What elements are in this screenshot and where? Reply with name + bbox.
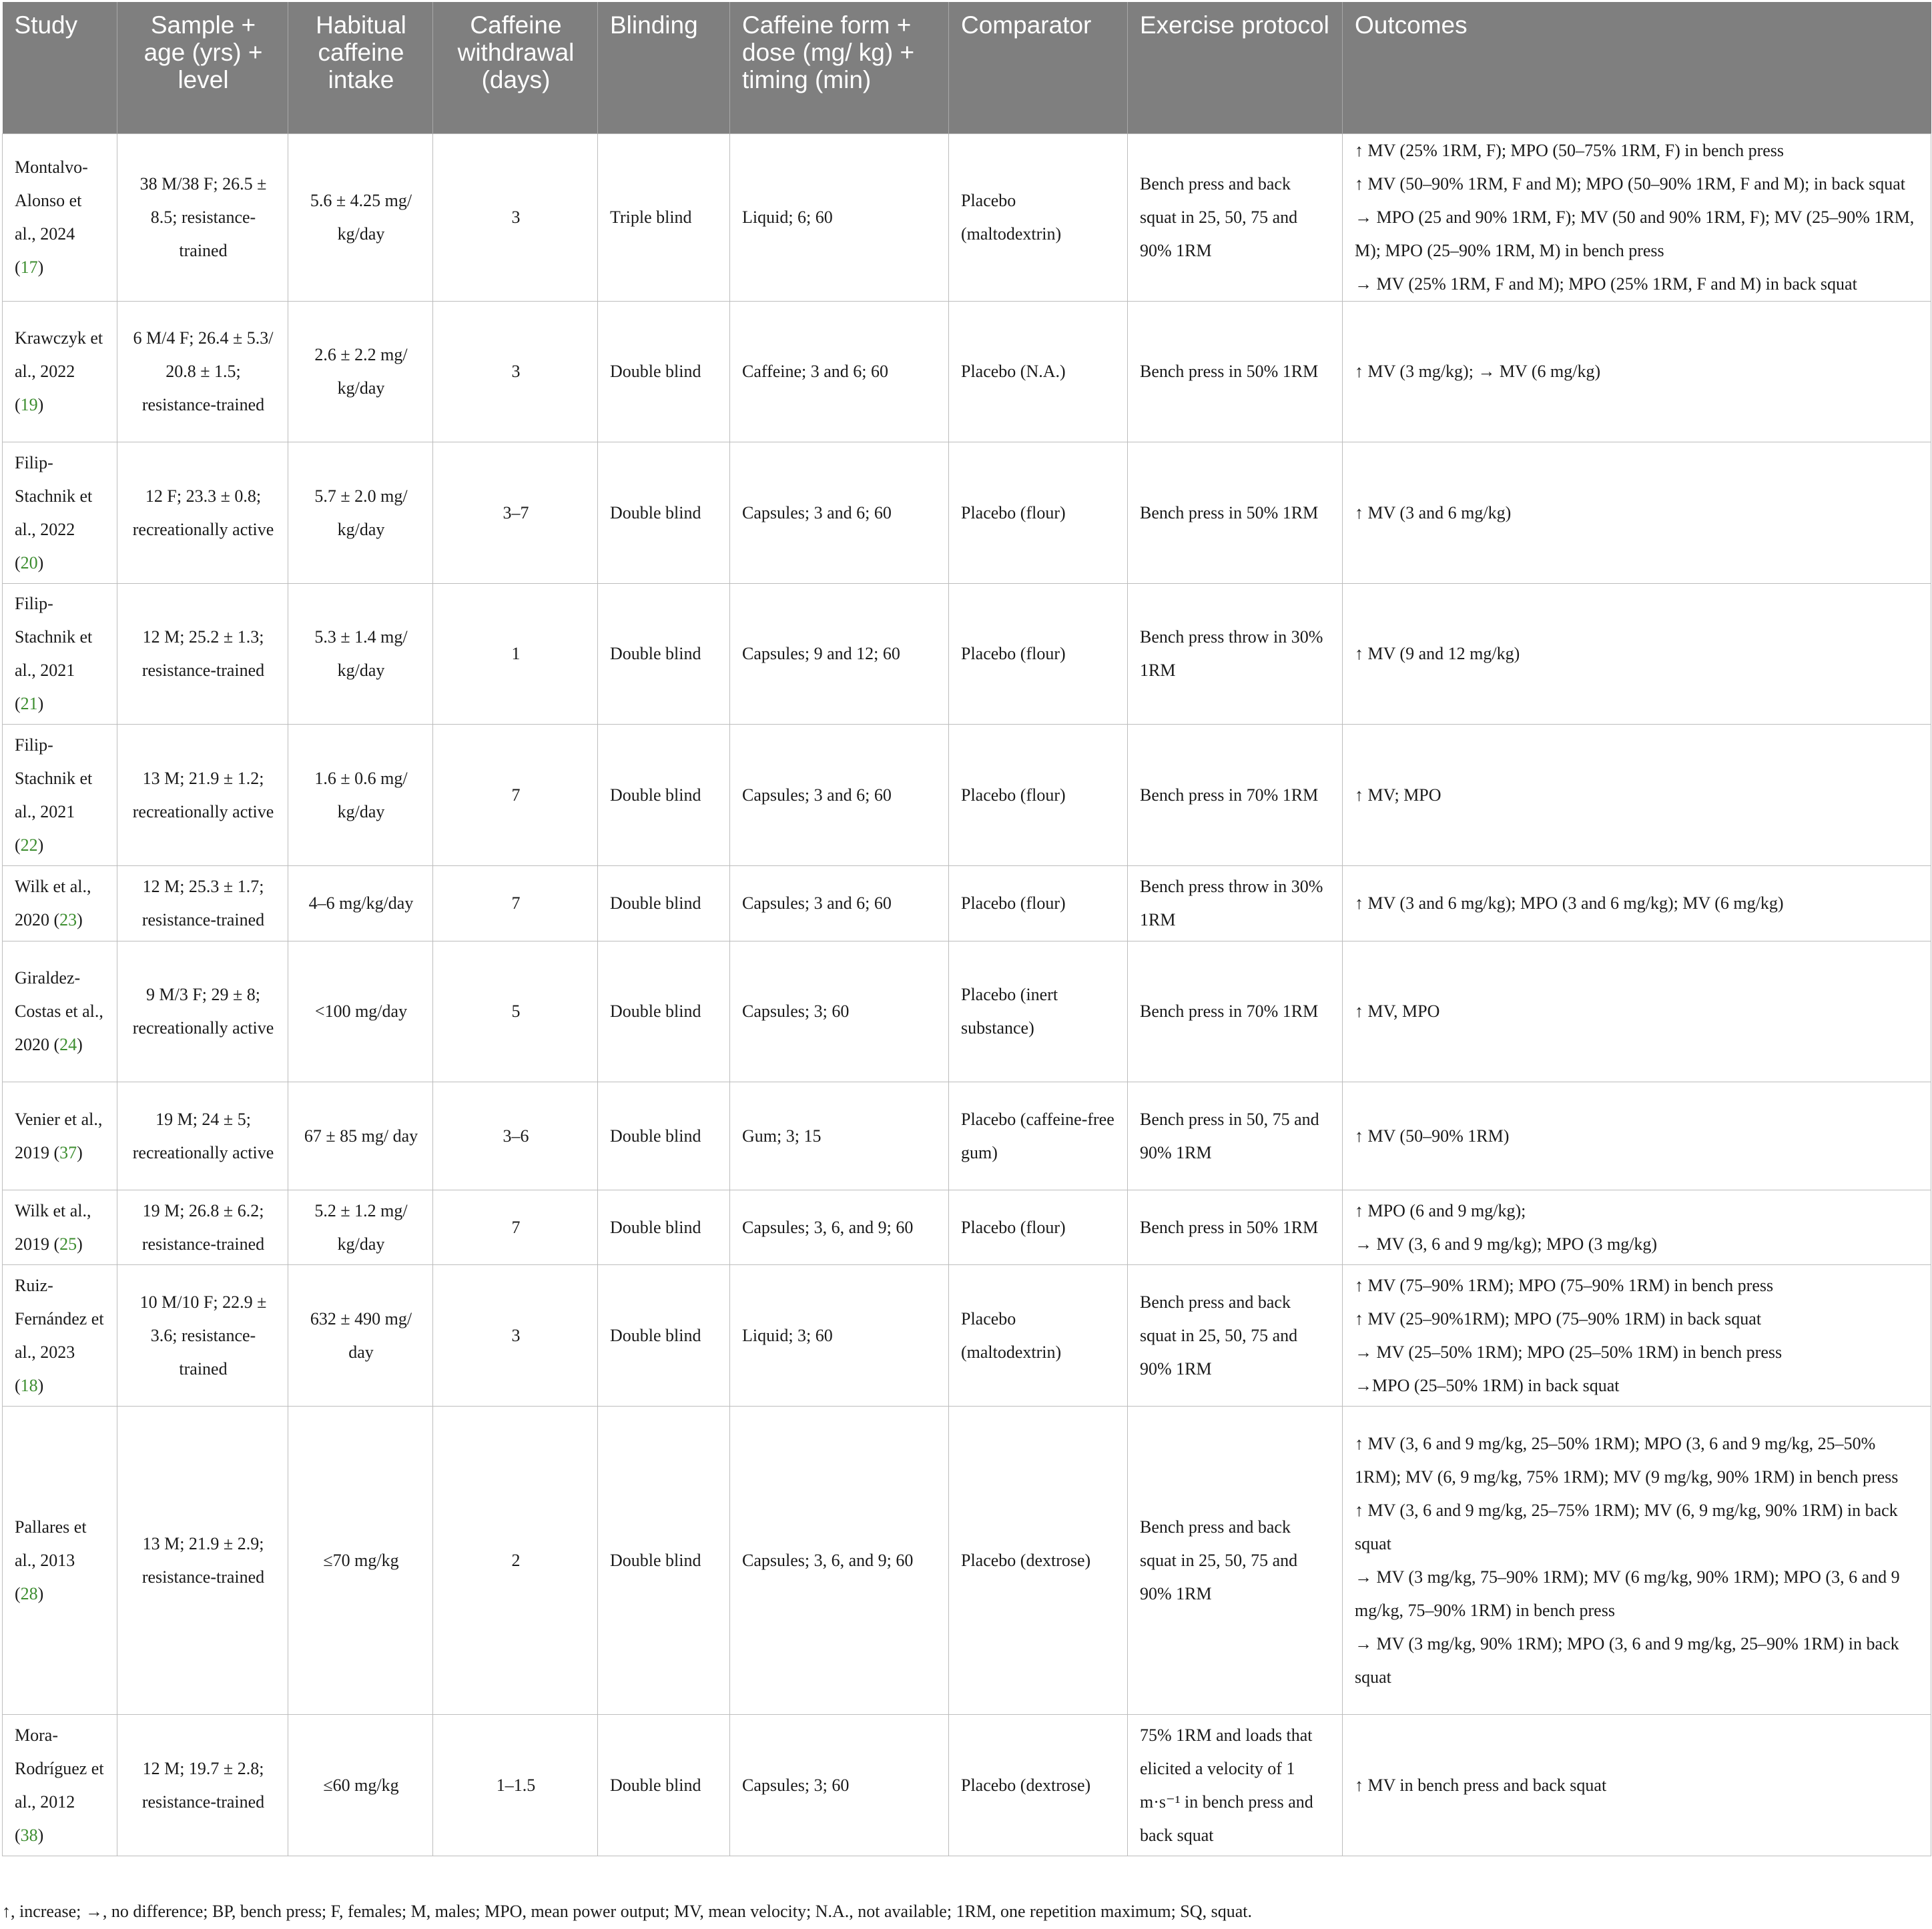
cell-blinding: Double blind (598, 941, 730, 1082)
cell-habitual: 632 ± 490 mg/ day (288, 1265, 433, 1407)
header-blinding: Blinding (598, 2, 730, 134)
cell-withdrawal: 7 (433, 725, 598, 866)
cell-outcomes (1343, 725, 1931, 866)
table-row (3, 134, 1931, 302)
cell-study: Ruiz-Fernández et al., 2023 (18) (3, 1265, 117, 1407)
cell-withdrawal: 3–7 (433, 442, 598, 584)
cell-sample: 19 M; 26.8 ± 6.2; resistance-trained (117, 1190, 288, 1265)
table-row (3, 1190, 1931, 1265)
cell-blinding: Double blind (598, 302, 730, 442)
cell-blinding: Double blind (598, 1407, 730, 1715)
reference-link[interactable]: 25 (59, 1234, 77, 1254)
table-row (3, 302, 1931, 442)
study-name: Giraldez-Costas et al., 2020 (15, 968, 103, 1054)
cell-exercise: Bench press in 50% 1RM (1128, 1190, 1343, 1265)
outcome-line: ↑ MV (3 and 6 mg/kg) (1355, 502, 1512, 522)
cell-study: Montalvo-Alonso et al., 2024 (17) (3, 134, 117, 302)
cell-comparator: Placebo (flour) (949, 725, 1128, 866)
table-row (3, 1265, 1931, 1407)
cell-comparator: Placebo (flour) (949, 584, 1128, 725)
cell-sample: 6 M/4 F; 26.4 ± 5.3/ 20.8 ± 1.5; resistance-trained (117, 302, 288, 442)
cell-habitual: ≤70 mg/kg (288, 1407, 433, 1715)
cell-withdrawal: 7 (433, 1190, 598, 1265)
outcome-line: → MV (25% 1RM, F and M); MPO (25% 1RM, F and M) in back squat (1355, 274, 1857, 294)
header-row (3, 2, 1931, 134)
outcome-line: → MV (3, 6 and 9 mg/kg); MPO (3 mg/kg) (1355, 1234, 1658, 1254)
cell-blinding: Double blind (598, 1190, 730, 1265)
cell-habitual: 5.6 ± 4.25 mg/ kg/day (288, 134, 433, 302)
cell-sample: 12 F; 23.3 ± 0.8; recreationally active (117, 442, 288, 584)
cell-comparator: Placebo (inert substance) (949, 941, 1128, 1082)
header-study: Study (3, 2, 117, 134)
cell-habitual: 67 ± 85 mg/ day (288, 1082, 433, 1190)
cell-study: Filip-Stachnik et al., 2021 (21) (3, 584, 117, 725)
cell-comparator: Placebo (N.A.) (949, 302, 1128, 442)
cell-habitual: <100 mg/day (288, 941, 433, 1082)
study-name: Wilk et al., 2020 (15, 877, 91, 929)
outcome-line: →MPO (25–50% 1RM) in back squat (1355, 1375, 1620, 1395)
cell-comparator: Placebo (flour) (949, 1190, 1128, 1265)
cell-comparator: Placebo (flour) (949, 866, 1128, 941)
table-row (3, 1407, 1931, 1715)
table-row (3, 584, 1931, 725)
reference-link[interactable]: 24 (59, 1035, 77, 1054)
header-caffeine-form: Caffeine form + dose (mg/ kg) + timing (min) (730, 2, 949, 134)
cell-blinding: Double blind (598, 442, 730, 584)
study-name: Wilk et al., 2019 (15, 1200, 91, 1254)
cell-outcomes (1343, 866, 1931, 941)
table-footnote: ↑, increase; →, no difference; BP, bench press; F, females; M, males; MPO, mean power output; MV, mean velocity; N.A., not available; 1RM, one repetition maximum; SQ, squat. (2, 1902, 1252, 1921)
cell-withdrawal: 7 (433, 866, 598, 941)
studies-table (2, 2, 1931, 1856)
cell-withdrawal: 2 (433, 1407, 598, 1715)
cell-habitual: 1.6 ± 0.6 mg/ kg/day (288, 725, 433, 866)
cell-sample: 13 M; 21.9 ± 1.2; recreationally active (117, 725, 288, 866)
study-name: Filip-Stachnik et al., 2022 (15, 452, 93, 539)
cell-sample: 38 M/38 F; 26.5 ± 8.5; resistance-trained (117, 134, 288, 302)
cell-sample: 13 M; 21.9 ± 2.9; resistance-trained (117, 1407, 288, 1715)
cell-comparator: Placebo (caffeine-free gum) (949, 1082, 1128, 1190)
reference-link[interactable]: 23 (59, 910, 77, 929)
cell-blinding: Double blind (598, 1715, 730, 1856)
cell-form: Capsules; 3 and 6; 60 (730, 442, 949, 584)
cell-form: Capsules; 3; 60 (730, 941, 949, 1082)
cell-form: Capsules; 3, 6, and 9; 60 (730, 1407, 949, 1715)
cell-study: Pallares et al., 2013 (28) (3, 1407, 117, 1715)
outcome-line: ↑ MV, MPO (1355, 1002, 1440, 1021)
reference-link[interactable]: 17 (20, 258, 38, 277)
cell-withdrawal: 5 (433, 941, 598, 1082)
cell-habitual: 5.3 ± 1.4 mg/ kg/day (288, 584, 433, 725)
cell-exercise: Bench press in 50% 1RM (1128, 442, 1343, 584)
reference-link[interactable]: 21 (20, 694, 38, 713)
cell-blinding: Double blind (598, 1265, 730, 1407)
cell-habitual: 5.2 ± 1.2 mg/ kg/day (288, 1190, 433, 1265)
study-name: Filip-Stachnik et al., 2021 (15, 594, 93, 680)
cell-blinding: Double blind (598, 866, 730, 941)
cell-outcomes (1343, 941, 1931, 1082)
outcome-line: ↑ MV (75–90% 1RM); MPO (75–90% 1RM) in bench press (1355, 1275, 1774, 1295)
cell-blinding: Double blind (598, 725, 730, 866)
reference-link[interactable]: 22 (20, 835, 38, 855)
cell-form: Liquid; 3; 60 (730, 1265, 949, 1407)
header-withdrawal: Caffeine withdrawal (days) (433, 2, 598, 134)
outcome-line: → MV (3 mg/kg, 75–90% 1RM); MV (6 mg/kg, 90% 1RM); MPO (3, 6 and 9 mg/kg, 75–90% 1RM) in bench press (1355, 1567, 1900, 1620)
reference-link[interactable]: 28 (20, 1583, 38, 1603)
cell-exercise: Bench press in 70% 1RM (1128, 725, 1343, 866)
outcome-line: → MPO (25 and 90% 1RM, F); MV (50 and 90% 1RM, F); MV (25–90% 1RM, M); MPO (25–90% 1RM, M) in bench press (1355, 208, 1915, 260)
cell-sample: 19 M; 24 ± 5; recreationally active (117, 1082, 288, 1190)
cell-comparator: Placebo (flour) (949, 442, 1128, 584)
study-name: Venier et al., 2019 (15, 1109, 103, 1162)
header-habitual-intake: Habitual caffeine intake (288, 2, 433, 134)
cell-sample: 12 M; 25.2 ± 1.3; resistance-trained (117, 584, 288, 725)
cell-habitual: 2.6 ± 2.2 mg/ kg/day (288, 302, 433, 442)
outcome-line: ↑ MV (50–90% 1RM) (1355, 1126, 1510, 1146)
cell-form: Capsules; 9 and 12; 60 (730, 584, 949, 725)
cell-study: Wilk et al., 2019 (25) (3, 1190, 117, 1265)
cell-withdrawal: 3 (433, 302, 598, 442)
cell-outcomes (1343, 584, 1931, 725)
cell-exercise: Bench press throw in 30% 1RM (1128, 866, 1343, 941)
table-row (3, 941, 1931, 1082)
reference-link[interactable]: 18 (20, 1375, 38, 1395)
header-sample: Sample + age (yrs) + level (117, 2, 288, 134)
cell-exercise: Bench press and back squat in 25, 50, 75 and 90% 1RM (1128, 1407, 1343, 1715)
cell-form: Caffeine; 3 and 6; 60 (730, 302, 949, 442)
study-name: Filip-Stachnik et al., 2021 (15, 735, 93, 821)
cell-form: Capsules; 3, 6, and 9; 60 (730, 1190, 949, 1265)
cell-exercise: Bench press and back squat in 25, 50, 75 and 90% 1RM (1128, 1265, 1343, 1407)
study-name: Ruiz-Fernández et al., 2023 (15, 1275, 104, 1362)
outcome-line: ↑ MPO (6 and 9 mg/kg); (1355, 1200, 1526, 1220)
cell-habitual: 4–6 mg/kg/day (288, 866, 433, 941)
outcome-line: ↑ MV (3 mg/kg); → MV (6 mg/kg) (1355, 362, 1601, 381)
cell-sample: 10 M/10 F; 22.9 ± 3.6; resistance-trained (117, 1265, 288, 1407)
table-row (3, 725, 1931, 866)
cell-outcomes (1343, 1407, 1931, 1715)
cell-exercise: 75% 1RM and loads that elicited a velocity of 1 m·s⁻¹ in bench press and back squat (1128, 1715, 1343, 1856)
cell-study: Venier et al., 2019 (37) (3, 1082, 117, 1190)
cell-study: Mora-Rodríguez et al., 2012 (38) (3, 1715, 117, 1856)
cell-form: Capsules; 3 and 6; 60 (730, 725, 949, 866)
outcome-line: → MV (3 mg/kg, 90% 1RM); MPO (3, 6 and 9 mg/kg, 25–90% 1RM) in back squat (1355, 1633, 1899, 1687)
outcome-line: ↑ MV (3, 6 and 9 mg/kg, 25–50% 1RM); MPO (3, 6 and 9 mg/kg, 25–50% 1RM); MV (6, 9 mg/kg, 75% 1RM); MV (9 mg/kg, 90% 1RM) in bench press (1355, 1433, 1899, 1487)
cell-outcomes (1343, 1082, 1931, 1190)
cell-form: Capsules; 3; 60 (730, 1715, 949, 1856)
table-row (3, 1082, 1931, 1190)
cell-withdrawal: 3 (433, 134, 598, 302)
cell-habitual: ≤60 mg/kg (288, 1715, 433, 1856)
reference-link[interactable]: 19 (20, 395, 38, 414)
header-comparator: Comparator (949, 2, 1128, 134)
outcome-line: → MV (25–50% 1RM); MPO (25–50% 1RM) in bench press (1355, 1342, 1783, 1362)
cell-exercise: Bench press throw in 30% 1RM (1128, 584, 1343, 725)
table-row (3, 442, 1931, 584)
reference-link[interactable]: 38 (20, 1825, 38, 1845)
study-name: Mora-Rodríguez et al., 2012 (15, 1725, 104, 1812)
header-outcomes: Outcomes (1343, 2, 1931, 134)
outcome-line: ↑ MV (25–90%1RM); MPO (75–90% 1RM) in back squat (1355, 1308, 1762, 1328)
cell-form: Gum; 3; 15 (730, 1082, 949, 1190)
cell-comparator: Placebo (dextrose) (949, 1407, 1128, 1715)
cell-withdrawal: 3–6 (433, 1082, 598, 1190)
cell-outcomes (1343, 302, 1931, 442)
cell-sample: 12 M; 25.3 ± 1.7; resistance-trained (117, 866, 288, 941)
cell-withdrawal: 1–1.5 (433, 1715, 598, 1856)
cell-study: Wilk et al., 2020 (23) (3, 866, 117, 941)
cell-blinding: Triple blind (598, 134, 730, 302)
outcome-line: ↑ MV (3 and 6 mg/kg); MPO (3 and 6 mg/kg); MV (6 mg/kg) (1355, 893, 1784, 913)
cell-study: Filip-Stachnik et al., 2021 (22) (3, 725, 117, 866)
outcome-line: ↑ MV in bench press and back squat (1355, 1775, 1607, 1795)
study-name: Pallares et al., 2013 (15, 1517, 87, 1570)
cell-sample: 12 M; 19.7 ± 2.8; resistance-trained (117, 1715, 288, 1856)
table-row (3, 866, 1931, 941)
outcome-line: ↑ MV; MPO (1355, 785, 1441, 805)
table-body (3, 134, 1931, 1856)
header-exercise-protocol: Exercise protocol (1128, 2, 1343, 134)
cell-form: Capsules; 3 and 6; 60 (730, 866, 949, 941)
cell-study: Krawczyk et al., 2022 (19) (3, 302, 117, 442)
cell-study: Filip-Stachnik et al., 2022 (20) (3, 442, 117, 584)
cell-exercise: Bench press in 70% 1RM (1128, 941, 1343, 1082)
cell-sample: 9 M/3 F; 29 ± 8; recreationally active (117, 941, 288, 1082)
cell-blinding: Double blind (598, 584, 730, 725)
cell-blinding: Double blind (598, 1082, 730, 1190)
cell-outcomes (1343, 1190, 1931, 1265)
reference-link[interactable]: 20 (20, 552, 38, 572)
cell-outcomes (1343, 442, 1931, 584)
cell-study: Giraldez-Costas et al., 2020 (24) (3, 941, 117, 1082)
cell-form: Liquid; 6; 60 (730, 134, 949, 302)
cell-outcomes (1343, 134, 1931, 302)
cell-withdrawal: 1 (433, 584, 598, 725)
cell-exercise: Bench press in 50% 1RM (1128, 302, 1343, 442)
study-name: Krawczyk et al., 2022 (15, 328, 103, 381)
study-name: Montalvo-Alonso et al., 2024 (15, 157, 88, 244)
outcome-line: ↑ MV (50–90% 1RM, F and M); MPO (50–90% 1RM, F and M); in back squat (1355, 174, 1906, 194)
outcome-line: ↑ MV (25% 1RM, F); MPO (50–75% 1RM, F) in bench press (1355, 141, 1785, 160)
cell-outcomes (1343, 1715, 1931, 1856)
outcome-line: ↑ MV (9 and 12 mg/kg) (1355, 644, 1520, 663)
cell-comparator: Placebo (maltodextrin) (949, 134, 1128, 302)
cell-outcomes (1343, 1265, 1931, 1407)
cell-comparator: Placebo (dextrose) (949, 1715, 1128, 1856)
cell-exercise: Bench press in 50, 75 and 90% 1RM (1128, 1082, 1343, 1190)
cell-comparator: Placebo (maltodextrin) (949, 1265, 1128, 1407)
cell-habitual: 5.7 ± 2.0 mg/ kg/day (288, 442, 433, 584)
outcome-line: ↑ MV (3, 6 and 9 mg/kg, 25–75% 1RM); MV (6, 9 mg/kg, 90% 1RM) in back squat (1355, 1500, 1898, 1553)
cell-withdrawal: 3 (433, 1265, 598, 1407)
reference-link[interactable]: 37 (59, 1142, 77, 1162)
cell-exercise: Bench press and back squat in 25, 50, 75 and 90% 1RM (1128, 134, 1343, 302)
table-row (3, 1715, 1931, 1856)
